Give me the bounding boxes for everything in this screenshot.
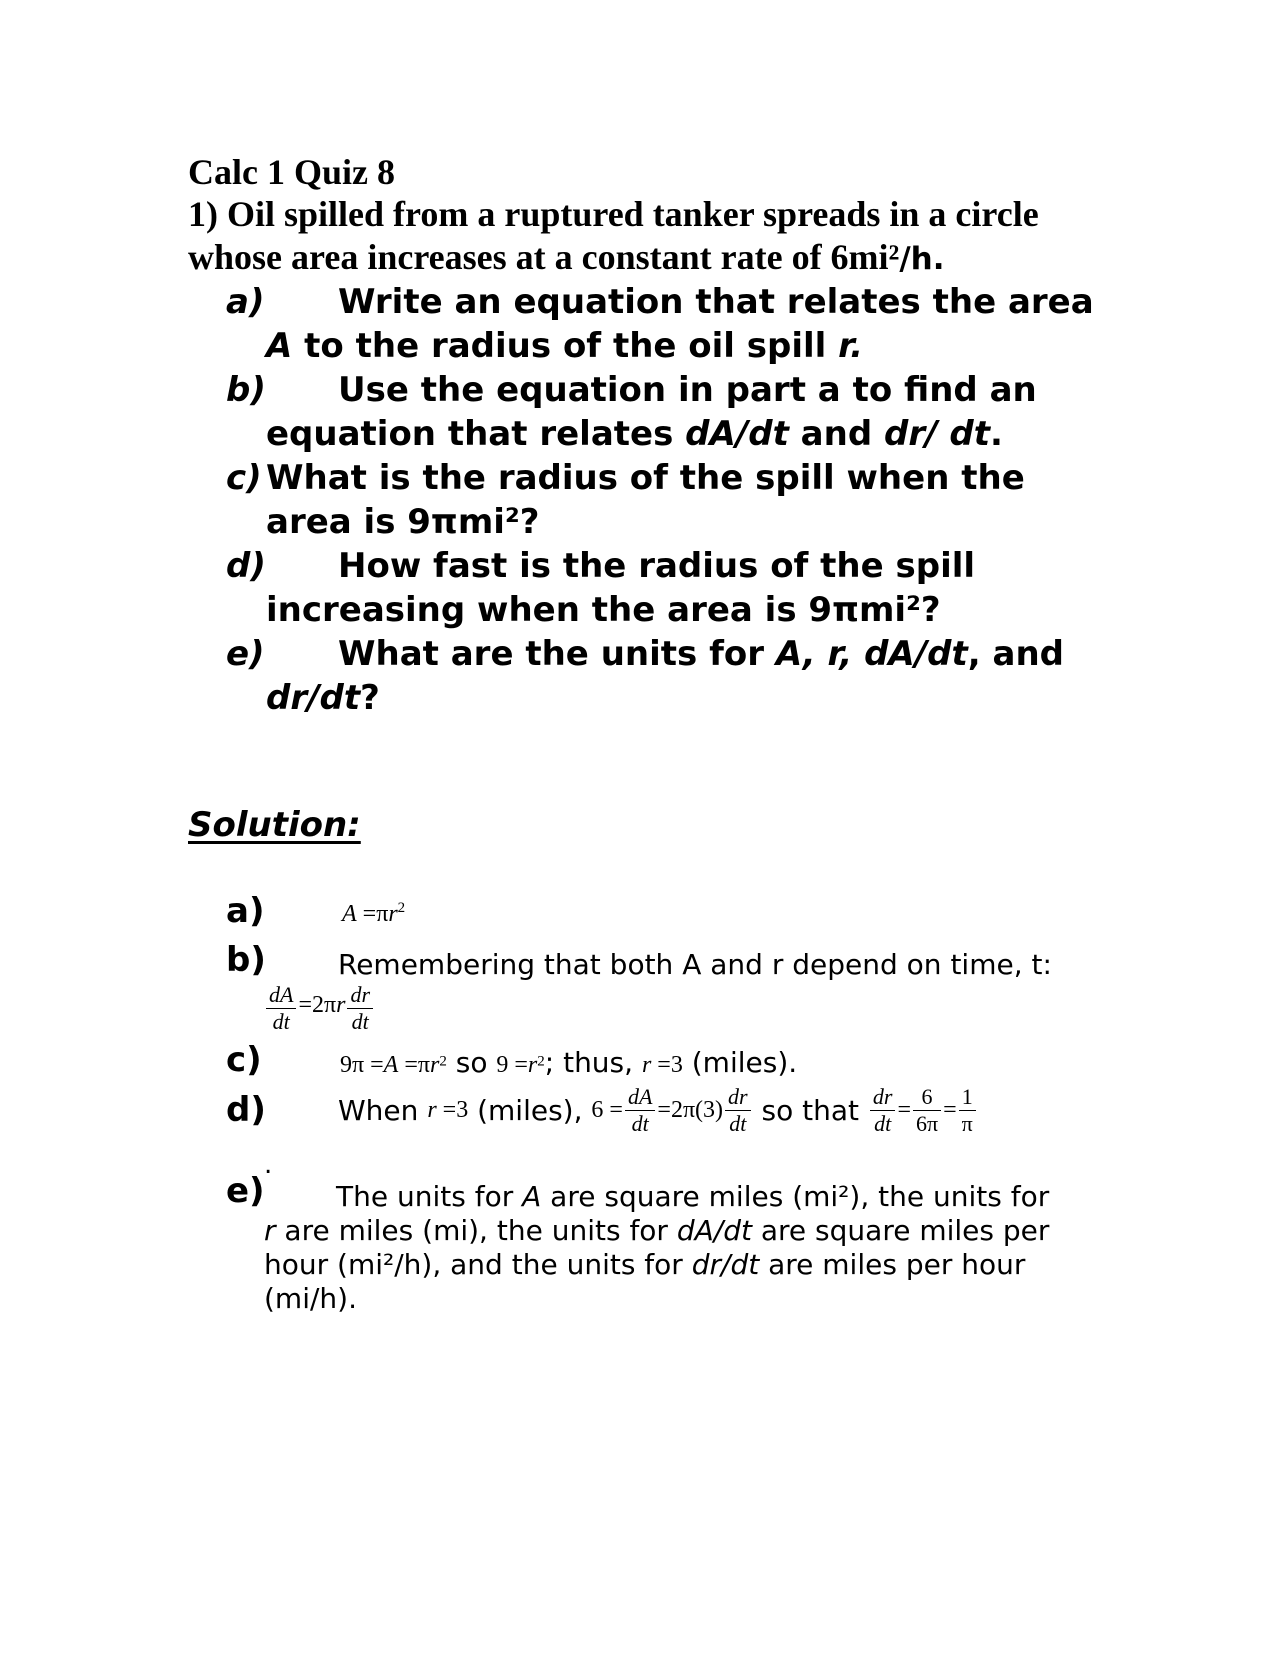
question-text: What is the radius of the spill when the area is 9πmi²? bbox=[266, 458, 1025, 542]
solution-heading: Solution: bbox=[188, 805, 361, 845]
stray-period: . bbox=[264, 1150, 273, 1180]
math-expr: 6 = bbox=[591, 1097, 623, 1123]
solution-text: are miles per hour bbox=[759, 1248, 1026, 1281]
question-c bbox=[226, 456, 1096, 544]
frac-den: dt bbox=[631, 1111, 649, 1136]
frac-num: dA bbox=[266, 982, 296, 1009]
problem-statement bbox=[188, 193, 1088, 281]
solution-e-line-4 bbox=[226, 1282, 1106, 1316]
math-var: r bbox=[427, 1097, 437, 1123]
frac-den: 6π bbox=[916, 1111, 939, 1136]
solution-text: (miles). bbox=[682, 1046, 798, 1079]
solution-text: so that bbox=[752, 1094, 868, 1127]
fraction-dA-dt bbox=[625, 1084, 655, 1137]
question-e bbox=[226, 632, 1096, 720]
math-exp: 2 bbox=[397, 900, 406, 916]
solution-text: (mi/h). bbox=[264, 1282, 357, 1315]
frac-num: dA bbox=[625, 1084, 655, 1111]
question-text: , and bbox=[967, 634, 1064, 674]
solution-var: r bbox=[264, 1214, 276, 1247]
math-op: =2π bbox=[298, 992, 337, 1019]
fraction-dr-dt bbox=[870, 1084, 896, 1137]
frac-den: π bbox=[961, 1111, 973, 1136]
math-expr: =3 bbox=[651, 1052, 683, 1078]
solution-e-line-3 bbox=[226, 1248, 1106, 1282]
solution-text: The units for bbox=[336, 1180, 523, 1213]
math-var: r bbox=[429, 1052, 440, 1078]
question-var: dA/dt bbox=[685, 414, 789, 454]
solution-d-line bbox=[338, 1084, 978, 1137]
question-text: How fast is the radius of the spill increasing when the area is 9πmi²? bbox=[266, 546, 976, 630]
math-var: r bbox=[336, 992, 346, 1019]
solution-var: dr/dt bbox=[691, 1248, 760, 1281]
math-op: = bbox=[943, 1097, 957, 1123]
question-var: A bbox=[266, 326, 293, 366]
solution-c-line bbox=[340, 1046, 797, 1079]
solution-b-text: Remembering that both A and r depend on time, t: bbox=[338, 948, 1052, 981]
frac-num: dr bbox=[870, 1084, 896, 1111]
fraction-dr-dt bbox=[725, 1084, 751, 1137]
math-expr: =3 bbox=[436, 1097, 469, 1123]
frac-den: dt bbox=[874, 1111, 892, 1136]
math-var: r bbox=[641, 1052, 652, 1078]
question-text: Use the equation in part a to find an equation that relates bbox=[266, 370, 1037, 454]
math-op: = bbox=[897, 1097, 911, 1123]
solution-text: are miles (mi), the units for bbox=[275, 1214, 677, 1247]
question-text: What are the units for bbox=[338, 634, 776, 674]
solution-text: are square miles (mi²), the units for bbox=[541, 1180, 1050, 1213]
math-expr: 9π = bbox=[340, 1052, 384, 1078]
solution-e-line-2 bbox=[226, 1214, 1106, 1248]
question-list bbox=[226, 280, 1096, 720]
question-text: Write an equation that relates the area bbox=[338, 282, 1094, 322]
question-text: ? bbox=[360, 678, 380, 718]
fraction-1-pi bbox=[959, 1084, 976, 1137]
problem-intro-units: /h. bbox=[899, 241, 945, 277]
frac-den: dt bbox=[351, 1009, 369, 1034]
math-exp: 2 bbox=[439, 1053, 447, 1070]
fraction-dA-dt bbox=[266, 982, 296, 1035]
fraction-6-6pi bbox=[913, 1084, 941, 1137]
frac-den: dt bbox=[272, 1009, 290, 1034]
solution-text: hour (mi²/h), and the units for bbox=[264, 1248, 692, 1281]
solution-b-label: b) bbox=[226, 940, 266, 980]
frac-num: 6 bbox=[913, 1084, 941, 1111]
question-d bbox=[226, 544, 1096, 632]
problem-intro: 1) Oil spilled from a ruptured tanker spreads in a circle whose area increases at a constant rate of 6mi² bbox=[188, 194, 1039, 277]
quiz-title: Calc 1 Quiz 8 bbox=[188, 152, 395, 192]
frac-den: dt bbox=[729, 1111, 747, 1136]
solution-c-label: c) bbox=[226, 1040, 262, 1080]
question-var: r. bbox=[838, 326, 864, 366]
question-text: to the radius of the oil spill bbox=[292, 326, 839, 366]
frac-num: dr bbox=[725, 1084, 751, 1111]
solution-text: are square miles per bbox=[751, 1214, 1050, 1247]
math-var: A bbox=[383, 1052, 399, 1078]
question-var: dr/ dt bbox=[884, 414, 990, 454]
question-label: e) bbox=[226, 634, 265, 674]
solution-a-label: a) bbox=[226, 891, 265, 931]
question-label: b) bbox=[226, 370, 266, 410]
math-expr: 9 = bbox=[496, 1052, 528, 1078]
solution-e bbox=[226, 1171, 1106, 1316]
question-label: c) bbox=[226, 458, 262, 498]
question-var: A, r, dA/dt bbox=[775, 634, 968, 674]
question-label: d) bbox=[226, 546, 266, 586]
solution-b-equation bbox=[264, 982, 375, 1035]
math-op: =π bbox=[356, 901, 389, 927]
question-a bbox=[226, 280, 1096, 368]
solution-text: When bbox=[338, 1094, 428, 1127]
solution-text: ; thus, bbox=[544, 1046, 642, 1079]
question-label: a) bbox=[226, 282, 265, 322]
frac-num: dr bbox=[347, 982, 373, 1009]
solution-a-equation bbox=[342, 900, 405, 928]
solution-text: (miles), bbox=[468, 1094, 592, 1127]
fraction-dr-dt bbox=[347, 982, 373, 1035]
solution-var: dA/dt bbox=[676, 1214, 752, 1247]
question-text: and bbox=[788, 414, 884, 454]
question-b bbox=[226, 368, 1096, 456]
solution-e-label: e) bbox=[226, 1171, 265, 1211]
question-text: . bbox=[989, 414, 1003, 454]
question-var: dr/dt bbox=[266, 678, 361, 718]
frac-num: 1 bbox=[959, 1084, 976, 1111]
solution-text: so bbox=[446, 1046, 497, 1079]
math-var: A bbox=[342, 901, 357, 927]
math-exp: 2 bbox=[537, 1053, 545, 1070]
math-var: r bbox=[527, 1052, 538, 1078]
math-op: =π bbox=[398, 1052, 430, 1078]
solution-d-label: d) bbox=[226, 1090, 266, 1130]
solution-var: A bbox=[522, 1180, 542, 1213]
math-var: r bbox=[388, 901, 398, 927]
solution-e-line-1 bbox=[226, 1180, 1106, 1214]
math-expr: =2π(3) bbox=[657, 1097, 724, 1123]
